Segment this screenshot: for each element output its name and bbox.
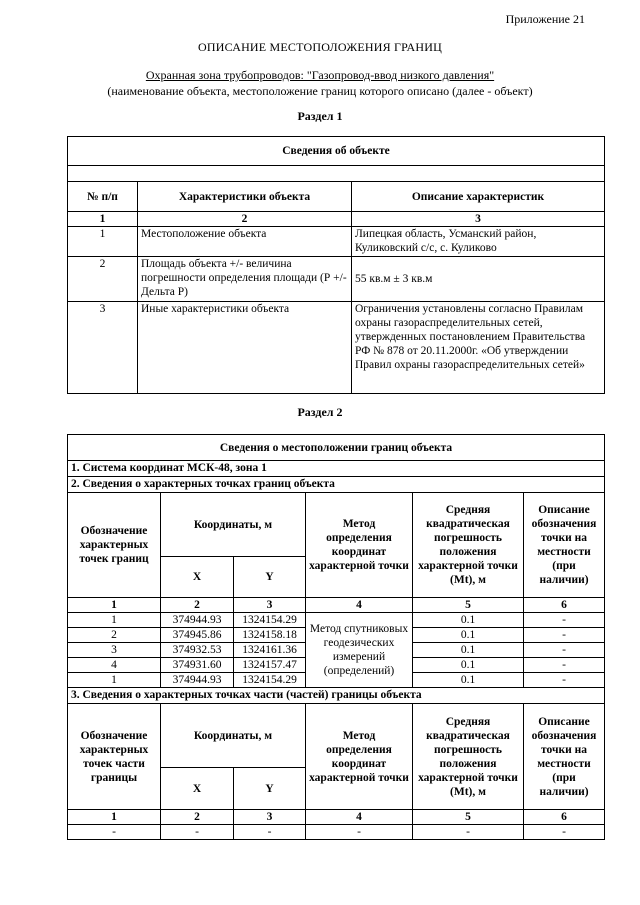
row-characteristic: Иные характеристики объекта	[138, 302, 352, 394]
part-cell: -	[234, 825, 306, 840]
row-description: Липецкая область, Усманский район, Куликовский с/с, с. Куликово	[352, 227, 605, 257]
point-y: 1324157.47	[234, 658, 306, 673]
point-id: 3	[68, 643, 161, 658]
col-header-accuracy: Средняя квадратическая погрешность положения характерной точки (Mt), м	[413, 493, 524, 598]
num-cell: 1	[68, 212, 138, 227]
num-cell: 3	[234, 810, 306, 825]
point-mt: 0.1	[413, 643, 524, 658]
col-header-no: № п/п	[68, 182, 138, 212]
col-header-points: Обозначение характерных точек границ	[68, 493, 161, 598]
point-mt: 0.1	[413, 658, 524, 673]
part-cell: -	[161, 825, 234, 840]
point-mt: 0.1	[413, 673, 524, 688]
table-row	[68, 613, 605, 628]
point-id: 1	[68, 673, 161, 688]
point-mt: 0.1	[413, 613, 524, 628]
num-cell: 4	[306, 810, 413, 825]
point-descr: -	[524, 613, 605, 628]
document-title: ОПИСАНИЕ МЕСТОПОЛОЖЕНИЯ ГРАНИЦ	[198, 40, 442, 54]
coordinate-system: 1. Система координат МСК-48, зона 1	[68, 461, 605, 477]
col-header-method: Метод определения координат характерной точки	[306, 704, 413, 810]
point-id: 4	[68, 658, 161, 673]
object-name-text: Охранная зона трубопроводов: "Газопровод-ввод низкого давления"	[145, 68, 495, 82]
col-header-points-part: Обозначение характерных точек части границы	[68, 704, 161, 810]
point-descr: -	[524, 673, 605, 688]
point-descr: -	[524, 643, 605, 658]
col-header-accuracy: Средняя квадратическая погрешность положения характерной точки (Mt), м	[413, 704, 524, 810]
num-cell: 5	[413, 598, 524, 613]
section2-heading: Раздел 2	[297, 405, 343, 419]
num-cell: 2	[161, 598, 234, 613]
col-header-description: Описание обозначения точки на местности (при наличии)	[524, 493, 605, 598]
part-cell: -	[68, 825, 161, 840]
row-no: 1	[68, 227, 138, 257]
part-cell: -	[524, 825, 605, 840]
col-header-method: Метод определения координат характерной точки	[306, 493, 413, 598]
object-info-title: Сведения об объекте	[68, 137, 605, 166]
col-header-description: Описание характеристик	[352, 182, 605, 212]
num-cell: 6	[524, 598, 605, 613]
object-name	[0, 68, 640, 83]
table-row	[68, 257, 605, 302]
point-x: 374944.93	[161, 673, 234, 688]
point-y: 1324161.36	[234, 643, 306, 658]
num-cell: 3	[234, 598, 306, 613]
point-y: 1324158.18	[234, 628, 306, 643]
col-header-y: Y	[234, 557, 306, 598]
table-row	[68, 227, 605, 257]
object-name-note: (наименование объекта, местоположение границ которого описано (далее - объект)	[107, 84, 533, 98]
num-cell: 6	[524, 810, 605, 825]
num-cell: 1	[68, 598, 161, 613]
col-header-characteristic: Характеристики объекта	[138, 182, 352, 212]
num-cell: 2	[161, 810, 234, 825]
row-characteristic: Площадь объекта +/- величина погрешности определения площади (Р +/- Дельта Р)	[138, 257, 352, 302]
point-mt: 0.1	[413, 628, 524, 643]
row-description: Ограничения установлены согласно Правилам охраны газораспределительных сетей, утвержденных постановлением Правительства РФ № 878 от 20.11.2000г. «Об утверждении Правил охраны газораспределительных сетей»	[352, 302, 605, 394]
point-descr: -	[524, 658, 605, 673]
point-y: 1324154.29	[234, 613, 306, 628]
part3-title: 3. Сведения о характерных точках части (частей) границы объекта	[68, 688, 605, 704]
col-header-description: Описание обозначения точки на местности (при наличии)	[524, 704, 605, 810]
point-x: 374932.53	[161, 643, 234, 658]
table-row	[68, 825, 605, 840]
num-cell: 1	[68, 810, 161, 825]
point-x: 374945.86	[161, 628, 234, 643]
object-info-table	[67, 136, 605, 394]
row-characteristic: Местоположение объекта	[138, 227, 352, 257]
row-no: 3	[68, 302, 138, 394]
section1-heading: Раздел 1	[297, 109, 343, 123]
table-row	[68, 302, 605, 394]
col-header-coords: Координаты, м	[161, 704, 306, 768]
point-id: 1	[68, 613, 161, 628]
col-header-y: Y	[234, 768, 306, 810]
num-cell: 3	[352, 212, 605, 227]
num-cell: 4	[306, 598, 413, 613]
col-header-coords: Координаты, м	[161, 493, 306, 557]
boundary-table-title: Сведения о местоположении границ объекта	[68, 435, 605, 461]
part2-title: 2. Сведения о характерных точках границ объекта	[68, 477, 605, 493]
point-descr: -	[524, 628, 605, 643]
part-cell: -	[413, 825, 524, 840]
empty-row	[68, 166, 605, 182]
num-cell: 5	[413, 810, 524, 825]
method-cell: Метод спутниковых геодезических измерений (определений)	[306, 613, 413, 688]
point-y: 1324154.29	[234, 673, 306, 688]
num-cell: 2	[138, 212, 352, 227]
row-description: 55 кв.м ± 3 кв.м	[352, 257, 605, 302]
col-header-x: X	[161, 768, 234, 810]
point-id: 2	[68, 628, 161, 643]
row-no: 2	[68, 257, 138, 302]
point-x: 374944.93	[161, 613, 234, 628]
appendix-label: Приложение 21	[505, 12, 585, 26]
boundary-table	[67, 434, 605, 840]
point-x: 374931.60	[161, 658, 234, 673]
part-cell: -	[306, 825, 413, 840]
col-header-x: X	[161, 557, 234, 598]
